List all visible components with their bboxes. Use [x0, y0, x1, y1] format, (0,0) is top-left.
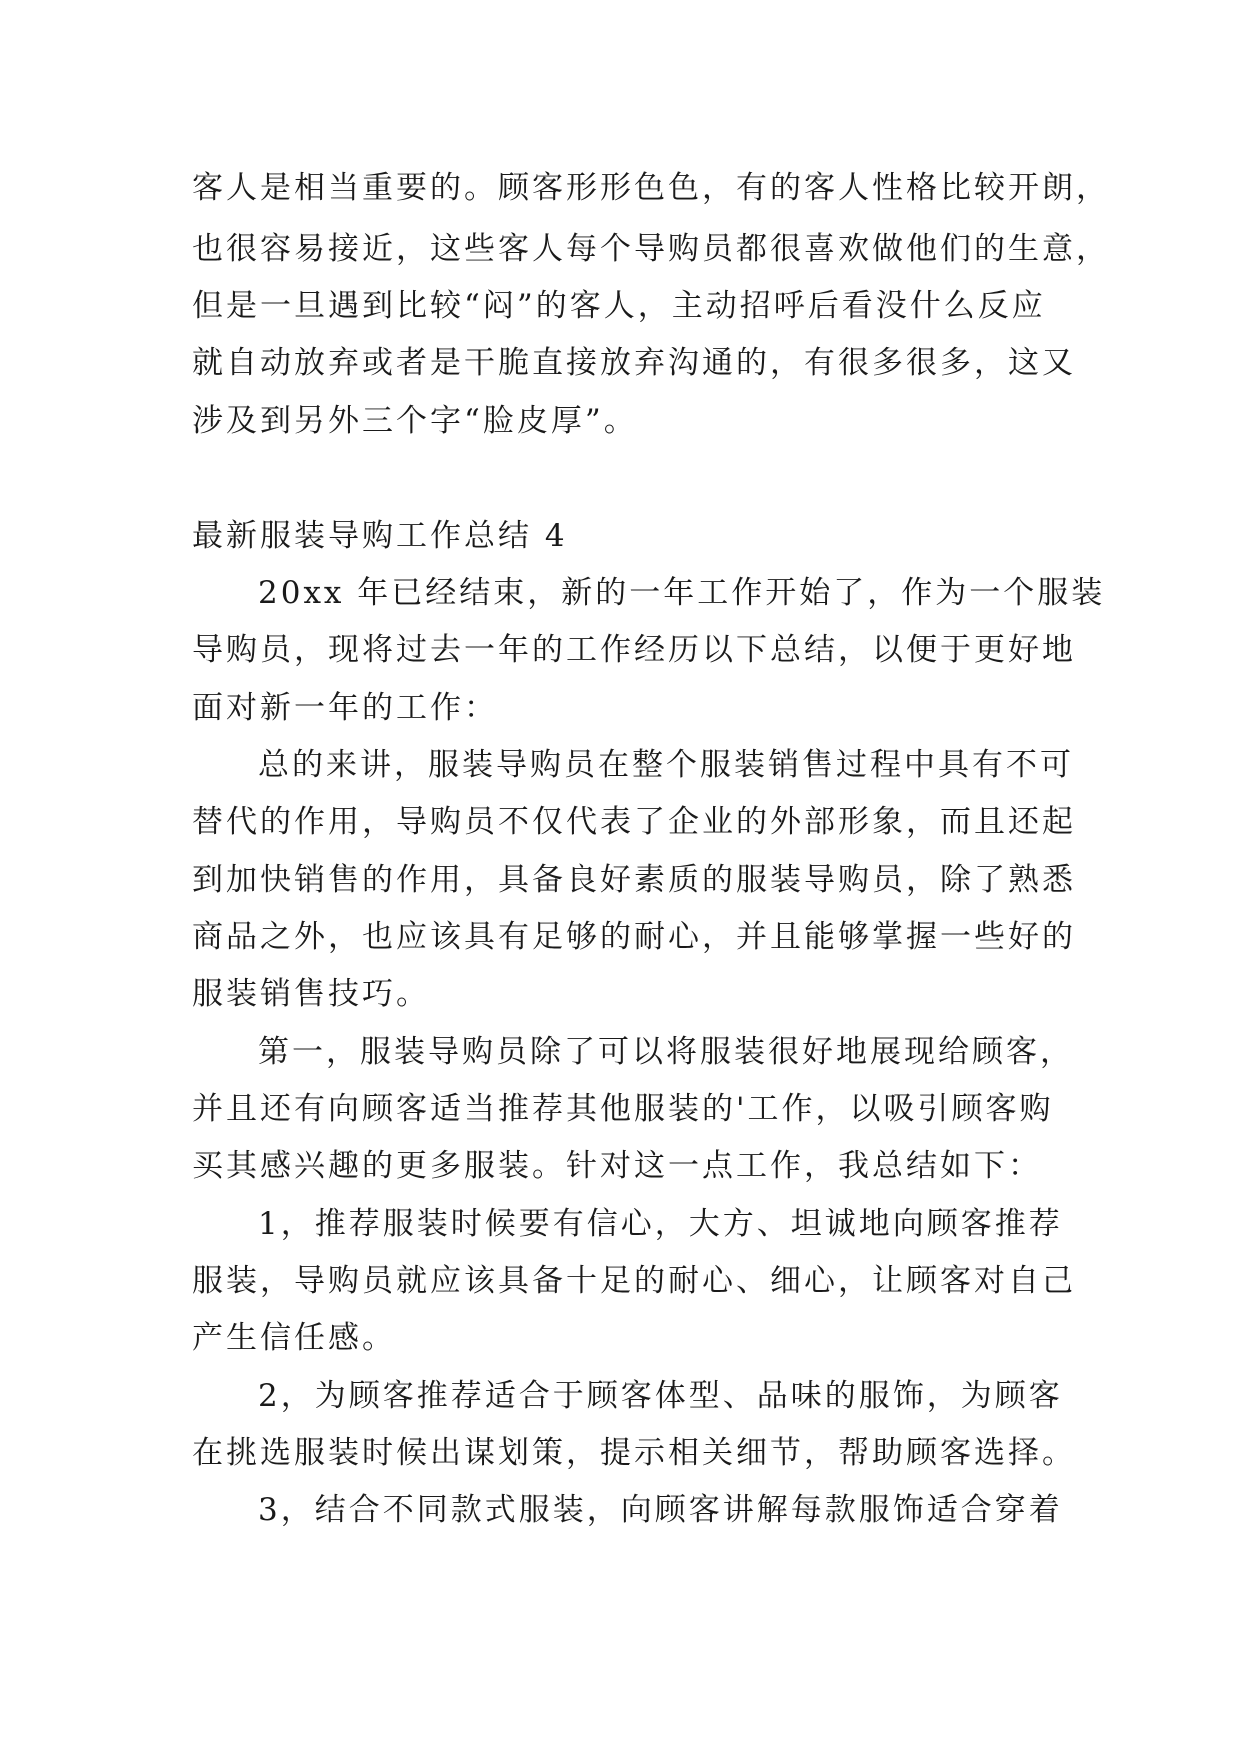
paragraph-line: 第一，服装导购员除了可以将服装很好地展现给顾客，	[258, 1034, 1074, 1070]
paragraph-line: 在挑选服装时候出谋划策，提示相关细节，帮助顾客选择。	[192, 1435, 1076, 1471]
paragraph-line: 并且还有向顾客适当推荐其他服装的'工作，以吸引顾客购	[192, 1091, 1054, 1127]
paragraph-line: 买其感兴趣的更多服装。针对这一点工作，我总结如下：	[192, 1148, 1042, 1184]
paragraph-line: 客人是相当重要的。顾客形形色色，有的客人性格比较开朗，	[192, 170, 1110, 206]
paragraph-line: 到加快销售的作用，具备良好素质的服装导购员，除了熟悉	[192, 862, 1076, 898]
paragraph-line: 20xx 年已经结束，新的一年工作开始了，作为一个服装	[258, 575, 1106, 611]
paragraph-line: 导购员，现将过去一年的工作经历以下总结，以便于更好地	[192, 632, 1076, 668]
paragraph-line: 1，推荐服装时候要有信心，大方、坦诚地向顾客推荐	[258, 1206, 1063, 1242]
paragraph-line: 替代的作用，导购员不仅代表了企业的外部形象，而且还起	[192, 804, 1076, 840]
paragraph-line: 产生信任感。	[192, 1320, 396, 1356]
paragraph-line: 服装，导购员就应该具备十足的耐心、细心，让顾客对自己	[192, 1263, 1076, 1299]
paragraph-line: 但是一旦遇到比较“闷”的客人，主动招呼后看没什么反应	[192, 288, 1046, 324]
paragraph-line: 商品之外，也应该具有足够的耐心，并且能够掌握一些好的	[192, 919, 1076, 955]
paragraph-line: 涉及到另外三个字“脸皮厚”。	[192, 403, 638, 439]
paragraph-line: 2，为顾客推荐适合于顾客体型、品味的服饰，为顾客	[258, 1378, 1063, 1414]
paragraph-line: 就自动放弃或者是干脆直接放弃沟通的，有很多很多，这又	[192, 345, 1076, 381]
paragraph-line: 也很容易接近，这些客人每个导购员都很喜欢做他们的生意，	[192, 231, 1110, 267]
section-heading: 最新服装导购工作总结 4	[192, 518, 568, 554]
paragraph-line: 服装销售技巧。	[192, 976, 430, 1012]
paragraph-line: 总的来讲，服装导购员在整个服装销售过程中具有不可	[258, 747, 1074, 783]
paragraph-line: 面对新一年的工作：	[192, 690, 498, 726]
paragraph-line: 3，结合不同款式服装，向顾客讲解每款服饰适合穿着	[258, 1492, 1063, 1528]
